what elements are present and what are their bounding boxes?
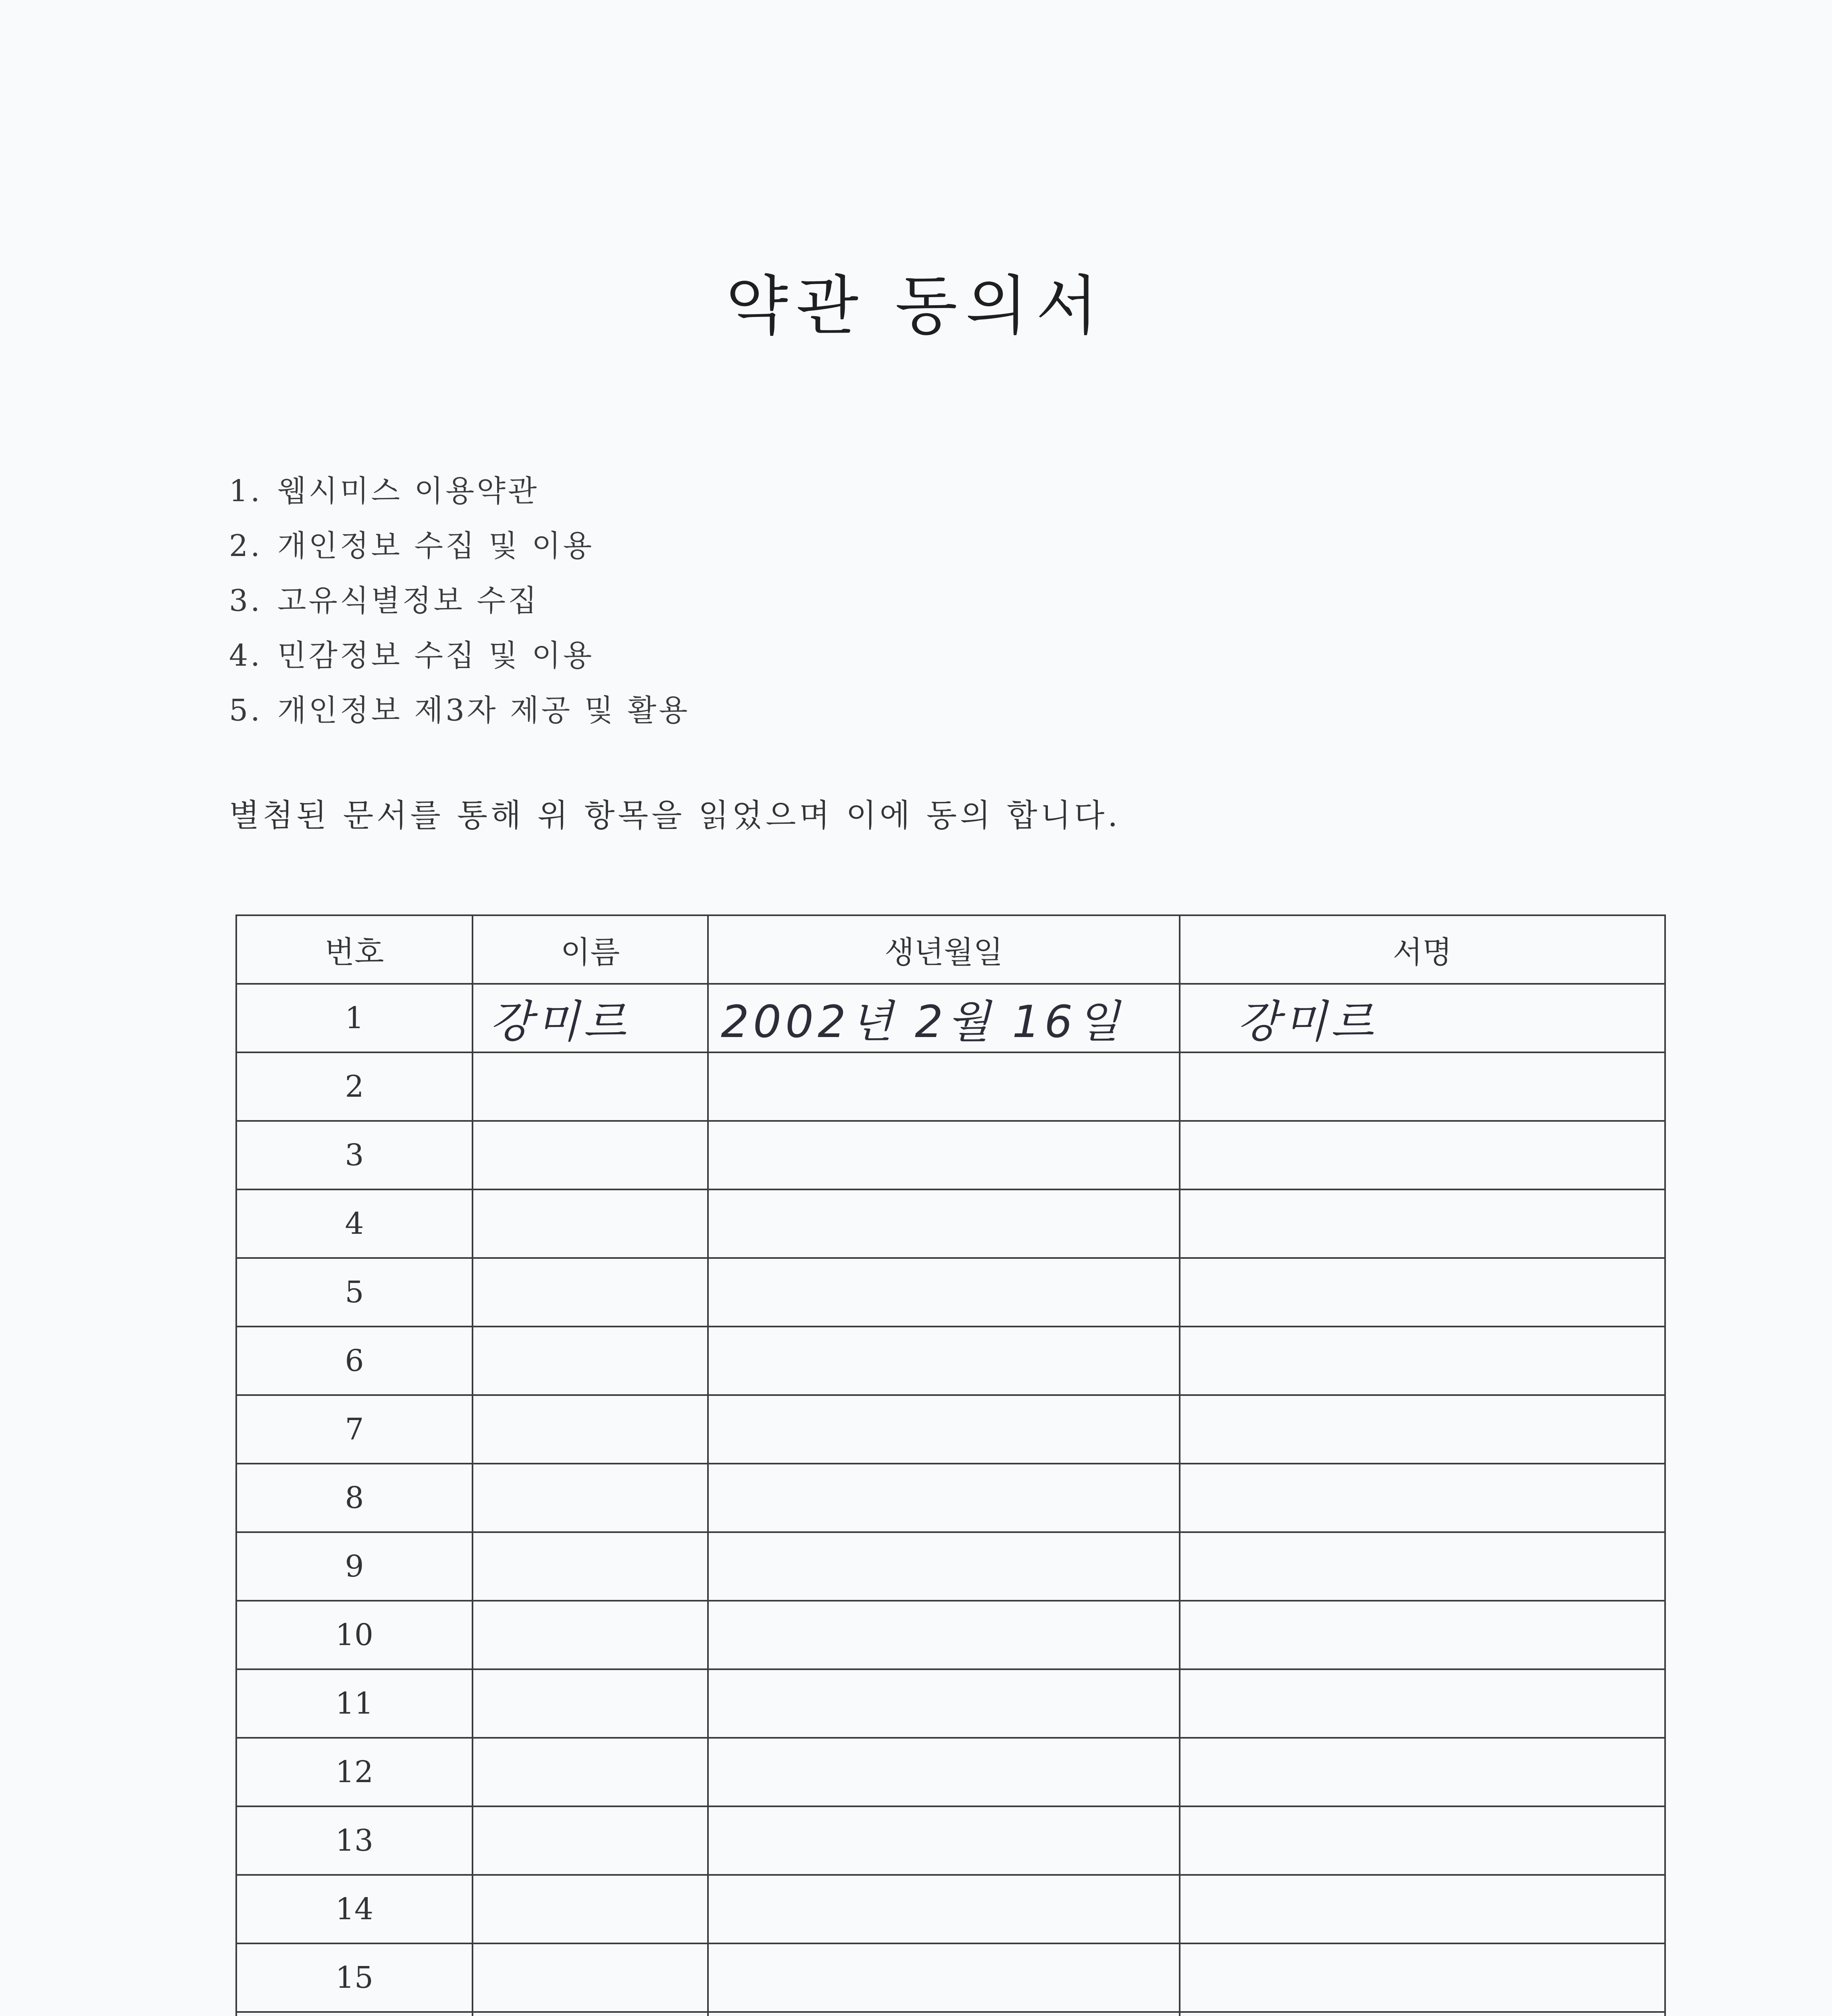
birthdate-cell[interactable]	[708, 1806, 1180, 1875]
table-row	[236, 1395, 1665, 1464]
birthdate-cell[interactable]	[708, 1052, 1180, 1121]
table-row	[236, 1875, 1665, 1943]
birthdate-cell[interactable]	[708, 1395, 1180, 1464]
header-number: 번호	[236, 915, 473, 984]
terms-list-item	[229, 573, 690, 628]
table-row	[236, 1464, 1665, 1532]
table-body	[236, 984, 1665, 2016]
name-cell[interactable]	[473, 1327, 708, 1395]
row-number-cell: 9	[236, 1532, 473, 1601]
header-signature: 서명	[1180, 915, 1665, 984]
signature-cell[interactable]	[1180, 1395, 1665, 1464]
signature-cell[interactable]	[1180, 1258, 1665, 1327]
name-cell[interactable]	[473, 1189, 708, 1258]
terms-item-number: 1.	[229, 474, 262, 508]
row-number-cell: 3	[236, 1121, 473, 1189]
name-cell[interactable]	[473, 1052, 708, 1121]
signature-cell[interactable]: 강미르	[1180, 984, 1665, 1052]
signature-table-container	[235, 914, 1664, 2016]
signature-cell[interactable]	[1180, 1738, 1665, 1806]
table-row	[236, 1532, 1665, 1601]
row-number-cell: 15	[236, 1943, 473, 2012]
row-number-cell: 10	[236, 1601, 473, 1669]
birthdate-cell[interactable]	[708, 1464, 1180, 1532]
terms-list-item	[229, 628, 690, 683]
terms-item-number: 3.	[229, 583, 262, 618]
header-name: 이름	[473, 915, 708, 984]
signature-cell[interactable]	[1180, 1327, 1665, 1395]
terms-list-item	[229, 519, 690, 573]
row-number-cell: 14	[236, 1875, 473, 1943]
row-number-cell	[236, 2012, 473, 2016]
header-birthdate: 생년월일	[708, 915, 1180, 984]
table-row	[236, 1121, 1665, 1189]
signature-cell[interactable]	[1180, 1669, 1665, 1738]
name-cell[interactable]	[473, 1806, 708, 1875]
row-number-cell: 4	[236, 1189, 473, 1258]
terms-list-item	[229, 683, 690, 738]
name-cell[interactable]	[473, 1875, 708, 1943]
terms-item-text: 웹시미스 이용약관	[277, 474, 539, 508]
row-number-cell: 8	[236, 1464, 473, 1532]
table-row	[236, 1327, 1665, 1395]
row-number-cell: 13	[236, 1806, 473, 1875]
signature-cell[interactable]	[1180, 1532, 1665, 1601]
terms-list	[229, 464, 690, 738]
page-title: 약관 동의서	[726, 268, 1106, 344]
terms-item-text: 개인정보 제3자 제공 및 활용	[277, 693, 690, 728]
birthdate-cell[interactable]	[708, 1601, 1180, 1669]
terms-item-text: 개인정보 수집 및 이용	[277, 529, 594, 563]
birthdate-cell[interactable]	[708, 1121, 1180, 1189]
signature-cell[interactable]	[1180, 1464, 1665, 1532]
birthdate-cell[interactable]: 2002년 2월 16일	[708, 984, 1180, 1052]
row-number-cell: 5	[236, 1258, 473, 1327]
table-header-row	[236, 915, 1665, 984]
table-row	[236, 1943, 1665, 2012]
name-cell[interactable]	[473, 1669, 708, 1738]
row-number-cell: 11	[236, 1669, 473, 1738]
signature-cell[interactable]	[1180, 1189, 1665, 1258]
signature-cell[interactable]	[1180, 1121, 1665, 1189]
table-row	[236, 1601, 1665, 1669]
signature-table	[235, 914, 1666, 2016]
terms-item-number: 4.	[229, 638, 262, 673]
name-cell[interactable]	[473, 1258, 708, 1327]
table-row	[236, 2012, 1665, 2016]
signature-cell[interactable]	[1180, 2012, 1665, 2016]
name-cell[interactable]	[473, 1601, 708, 1669]
birthdate-cell[interactable]	[708, 1738, 1180, 1806]
terms-item-text: 민감정보 수집 및 이용	[277, 638, 594, 673]
name-cell[interactable]	[473, 1395, 708, 1464]
name-cell[interactable]	[473, 1464, 708, 1532]
name-cell[interactable]	[473, 1943, 708, 2012]
signature-cell[interactable]	[1180, 1943, 1665, 2012]
row-number-cell: 2	[236, 1052, 473, 1121]
table-row	[236, 1738, 1665, 1806]
row-number-cell: 6	[236, 1327, 473, 1395]
birthdate-cell[interactable]	[708, 1327, 1180, 1395]
birthdate-cell[interactable]	[708, 1943, 1180, 2012]
name-cell[interactable]	[473, 1121, 708, 1189]
table-row	[236, 984, 1665, 1052]
name-cell[interactable]	[473, 1532, 708, 1601]
signature-cell[interactable]	[1180, 1052, 1665, 1121]
signature-cell[interactable]	[1180, 1875, 1665, 1943]
name-cell[interactable]	[473, 2012, 708, 2016]
birthdate-cell[interactable]	[708, 2012, 1180, 2016]
table-row	[236, 1258, 1665, 1327]
birthdate-cell[interactable]	[708, 1532, 1180, 1601]
table-row	[236, 1669, 1665, 1738]
consent-statement: 별첨된 문서를 통해 위 항목을 읽었으며 이에 동의 합니다.	[229, 798, 1121, 834]
terms-item-text: 고유식별정보 수집	[277, 583, 539, 618]
signature-cell[interactable]	[1180, 1601, 1665, 1669]
name-cell[interactable]: 강미르	[473, 984, 708, 1052]
signature-cell[interactable]	[1180, 1806, 1665, 1875]
terms-list-item	[229, 464, 690, 519]
table-row	[236, 1806, 1665, 1875]
name-cell[interactable]	[473, 1738, 708, 1806]
table-row	[236, 1189, 1665, 1258]
table-row	[236, 1052, 1665, 1121]
row-number-cell: 1	[236, 984, 473, 1052]
terms-item-number: 5.	[229, 693, 262, 728]
birthdate-cell[interactable]	[708, 1669, 1180, 1738]
birthdate-cell[interactable]	[708, 1875, 1180, 1943]
terms-item-number: 2.	[229, 529, 262, 563]
birthdate-cell[interactable]	[708, 1189, 1180, 1258]
row-number-cell: 7	[236, 1395, 473, 1464]
birthdate-cell[interactable]	[708, 1258, 1180, 1327]
row-number-cell: 12	[236, 1738, 473, 1806]
